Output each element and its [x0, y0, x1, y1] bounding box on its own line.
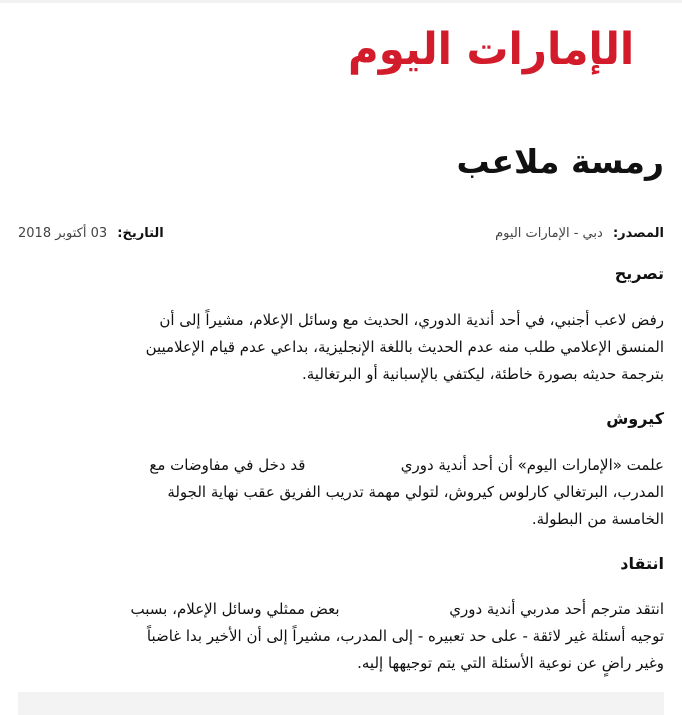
source-value: دبي - الإمارات اليوم	[495, 226, 603, 241]
section-heading-statement: تصريح	[614, 264, 664, 283]
section-paragraph-statement	[18, 307, 664, 388]
paragraph-line: الخامسة من البطولة.	[531, 510, 664, 528]
source-label: المصدر:	[612, 226, 664, 241]
date-value: 03 أكتوبر 2018	[18, 226, 108, 241]
paragraph-line: توجيه أسئلة غير لائقة - على حد تعبيره - إلى المدرب، مشيراً إلى أن الأخير بدا غاضباً	[146, 627, 664, 645]
paragraph-line: المدرب، البرتغالي كارلوس كيروش، لتولي مهمة تدريب الفريق عقب نهاية الجولة	[167, 483, 664, 501]
section-paragraph-criticism	[18, 596, 664, 677]
section-paragraph-queiroz	[18, 452, 664, 533]
paragraph-line: بترجمة حديثه بصورة خاطئة، ليكتفي بالإسبانية أو البرتغالية.	[302, 365, 664, 383]
paragraph-line: علمت «الإمارات اليوم» أن أحد أندية دوري قد دخل في مفاوضات مع	[149, 456, 664, 474]
footer-bar	[18, 692, 664, 715]
paragraph-line: وغير راضٍ عن نوعية الأسئلة التي يتم توجيهها إليه.	[357, 654, 664, 672]
date-label: التاريخ:	[117, 226, 164, 241]
paragraph-line: رفض لاعب أجنبي، في أحد أندية الدوري، الحديث مع وسائل الإعلام، مشيراً إلى أن	[159, 311, 664, 329]
paragraph-line: انتقد مترجم أحد مدربي أندية دوري بعض ممثلي وسائل الإعلام، بسبب	[130, 600, 664, 618]
section-heading-criticism: انتقاد	[620, 554, 664, 573]
article-meta	[18, 226, 664, 246]
section-heading-queiroz: كيروش	[606, 409, 664, 428]
article-title: رمسة ملاعب	[456, 142, 664, 181]
top-divider	[0, 0, 682, 3]
site-logo[interactable]: الإمارات اليوم	[347, 24, 634, 75]
source-info	[495, 226, 664, 241]
paragraph-line: المنسق الإعلامي طلب منه عدم الحديث باللغة الإنجليزية، بداعي عدم قيام الإعلاميين	[145, 338, 664, 356]
date-info	[18, 226, 164, 241]
